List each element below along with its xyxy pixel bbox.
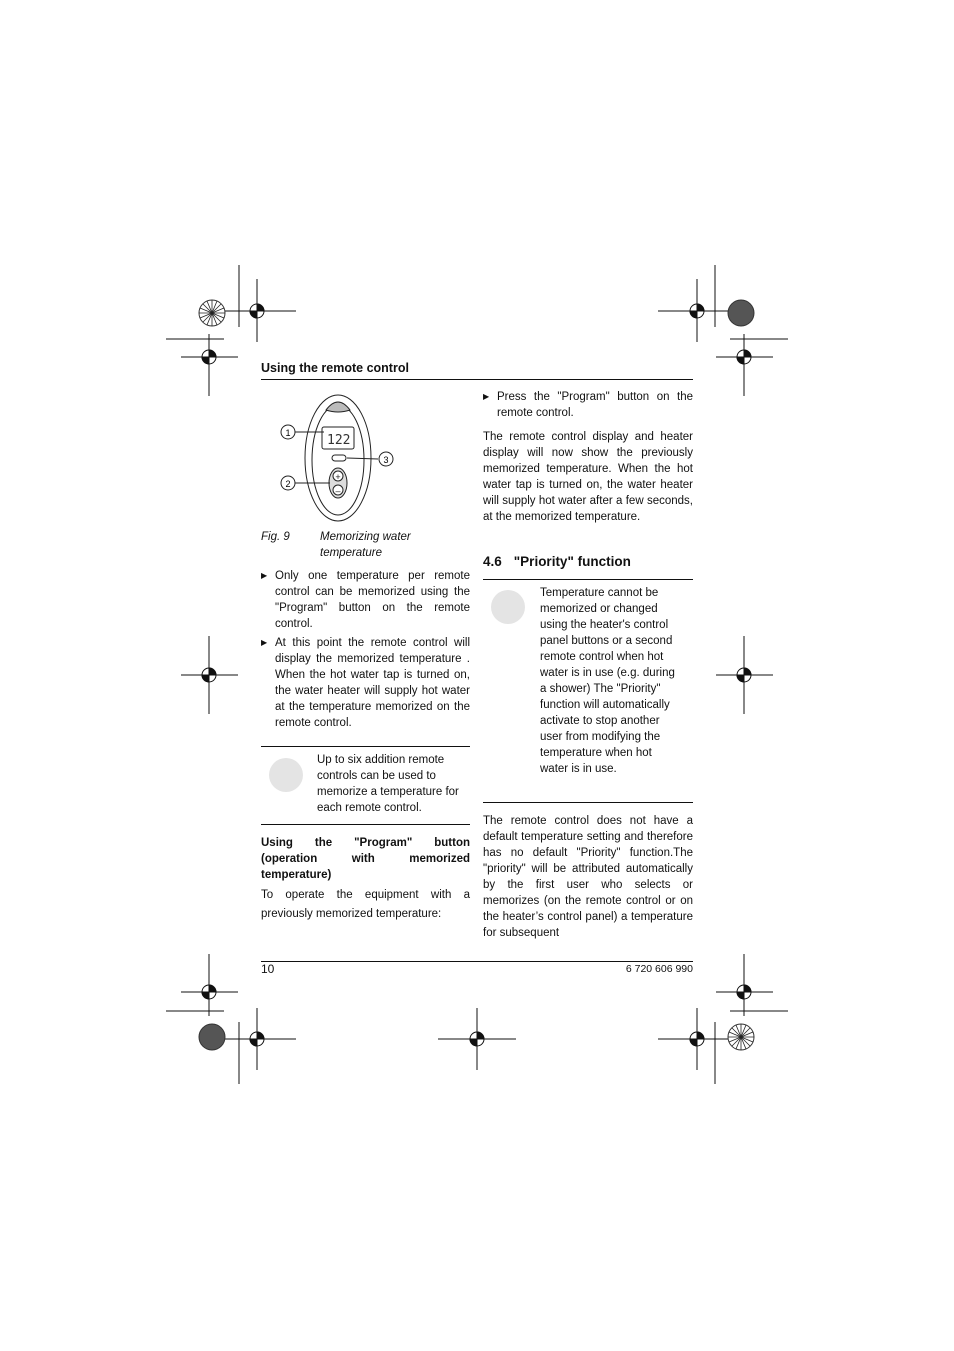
right-bullet-list xyxy=(483,389,693,424)
callout-1: 1 xyxy=(285,428,291,438)
note-text: Up to six addition remote controls can be used to memorize a temperature for each remote control. xyxy=(317,754,459,814)
crosshair-target-icon xyxy=(716,334,773,396)
gray-disc-mark-icon xyxy=(199,1024,225,1050)
document-number: 6 720 606 990 xyxy=(625,963,693,975)
crosshair-target-icon xyxy=(181,334,238,396)
gray-disc-mark-icon xyxy=(728,300,754,326)
list-item: ▶ Only one temperature per remote control can be memorized using the "Program" button on the remote control. xyxy=(261,570,470,630)
remote-display-value: 122 xyxy=(327,433,351,448)
crosshair-target-icon xyxy=(716,954,773,1016)
crosshair-target-icon xyxy=(438,1008,516,1070)
header-rule xyxy=(261,379,693,380)
note-info-icon xyxy=(491,590,525,624)
svg-text:+: + xyxy=(335,472,341,482)
bullet-triangle-icon: ▶ xyxy=(261,638,268,647)
crosshair-target-icon xyxy=(218,1008,296,1070)
crosshair-target-icon xyxy=(181,954,238,1016)
crosshair-target-icon xyxy=(658,1008,736,1070)
bullet-triangle-icon: ▶ xyxy=(261,571,268,580)
crosshair-target-icon xyxy=(716,636,773,714)
section-number: 4.6 xyxy=(483,554,502,569)
crosshair-target-icon xyxy=(218,279,296,342)
starburst-mark-icon xyxy=(199,300,225,326)
left-bullet-list xyxy=(261,568,470,734)
page-number: 10 xyxy=(261,962,275,976)
figure-caption-text: Memorizing water temperature xyxy=(320,531,411,559)
svg-text:–: – xyxy=(335,486,341,496)
page-header-title: Using the remote control xyxy=(261,361,409,375)
crosshair-target-icon xyxy=(181,636,238,714)
note-bottom-rule xyxy=(261,824,470,825)
note-top-rule xyxy=(261,746,470,747)
subheading: Using the "Program" button (operation with memorized temperature) xyxy=(261,837,470,881)
crosshair-target-icon xyxy=(658,279,736,342)
callout-3: 3 xyxy=(383,455,389,465)
bullet-triangle-icon: ▶ xyxy=(483,392,490,401)
list-item: ▶ At this point the remote control will display the memorized temperature . When the hot water tap is turned on, the water heater will supply hot water at the temperature memorized on the remote control. xyxy=(261,637,470,729)
figure-number: Fig. 9 xyxy=(261,531,290,543)
right-paragraph-2: The remote control does not have a default temperature setting and therefore has no default "Priority" function.The "priority" will be attributed automatically by the first user who selects or memorizes (on the remote control or on the heater’s control panel) a temperature for subsequent xyxy=(483,815,693,939)
priority-note-bottom-rule xyxy=(483,802,693,803)
remote-control-figure xyxy=(272,392,402,527)
right-paragraph-1: The remote control display and heater display will now show the previously memorized temperature. When the hot water tap is turned on, the water heater will supply hot water after a few seconds, at the memorized temperature. xyxy=(483,431,693,523)
starburst-mark-icon xyxy=(728,1024,754,1050)
priority-note-top-rule xyxy=(483,579,693,580)
priority-note-text: Temperature cannot be memorized or changed using the heater's control panel buttons or a second remote control when hot water is in use (e.g. during a shower) The "Priority" function will automatically activate to stop another user from modifying the temperature when hot water is in use. xyxy=(540,587,675,775)
program-button-icon xyxy=(332,455,346,461)
callout-2: 2 xyxy=(285,479,291,489)
section-heading xyxy=(483,554,631,569)
section-title: "Priority" function xyxy=(513,554,631,569)
footer-rule xyxy=(261,961,693,962)
list-item: ▶ Press the "Program" button on the remote control. xyxy=(483,391,693,419)
remote-top-cap xyxy=(326,402,350,412)
note-info-icon xyxy=(269,758,303,792)
left-paragraph: To operate the equipment with a previously memorized temperature: xyxy=(261,889,470,920)
